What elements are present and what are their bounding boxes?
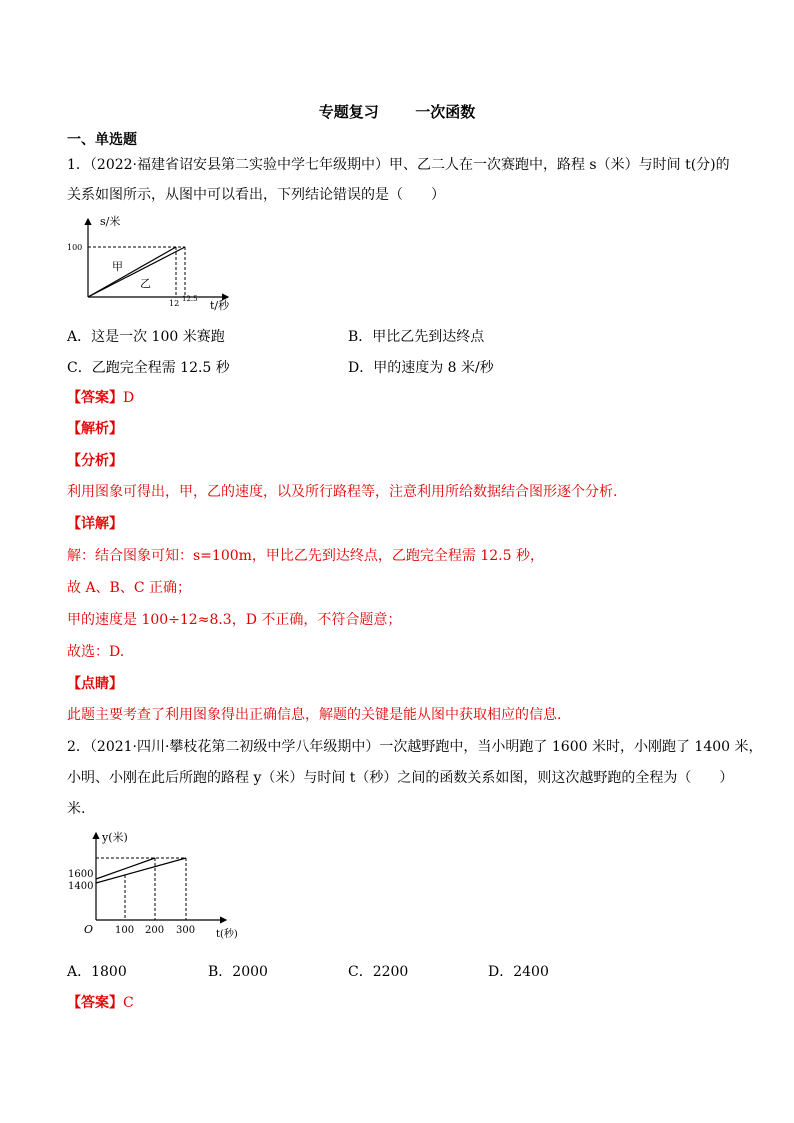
q1-answer-value: D (123, 390, 135, 406)
q2-option-c: C．2200 (348, 964, 409, 980)
q1-answer (67, 388, 134, 408)
section-heading: 一、单选题 (67, 132, 137, 148)
q1-stem-line2: 关系如图所示，从图中可以看出，下列结论错误的是（ ） (67, 187, 445, 203)
q1-tick-125: 12.5 (182, 295, 198, 303)
q2-answer (67, 993, 134, 1013)
q2-xlabel: t(秒) (216, 929, 238, 940)
q1-answer-tag: 【答案】 (67, 390, 123, 406)
page-title (0, 101, 794, 122)
q2-tick-300: 300 (176, 925, 196, 936)
q1-graph (67, 215, 240, 313)
q2-answer-tag: 【答案】 (67, 995, 123, 1011)
q1-xiangjie-line1: 解：结合图象可知：s=100m，甲比乙先到达终点，乙跑完全程需 12.5 秒， (67, 548, 544, 564)
q2-tick-1400: 1400 (68, 881, 94, 892)
q1-dianjing-text: 此题主要考查了利用图象得出正确信息，解题的关键是能从图中获取相应的信息. (67, 707, 562, 723)
title-part1: 专题复习 (318, 103, 379, 121)
q1-option-d: D．甲的速度为 8 米/秒 (348, 360, 494, 376)
q1-line-jia (88, 247, 176, 297)
q1-jiexi-tag: 【解析】 (67, 421, 123, 437)
q1-tick-100: 100 (67, 243, 83, 252)
q2-tick-200: 200 (145, 925, 165, 936)
q2-tick-100: 100 (115, 925, 135, 936)
q1-ylabel: s/米 (100, 215, 121, 228)
q2-stem-line3: 米. (67, 801, 86, 817)
q2-option-d: D．2400 (488, 964, 549, 980)
q1-option-a: A．这是一次 100 米赛跑 (67, 329, 225, 345)
q1-xiangjie-line4: 故选：D. (67, 644, 125, 660)
q2-tick-1600: 1600 (68, 869, 94, 880)
q1-line-yi (88, 247, 185, 297)
q1-dianjing-tag: 【点睛】 (67, 676, 123, 692)
q1-option-c: C．乙跑完全程需 12.5 秒 (67, 360, 230, 376)
q2-ylabel: y(米) (102, 831, 128, 844)
q1-tick-12: 12 (169, 299, 180, 308)
q1-xiangjie-tag: 【详解】 (67, 516, 123, 532)
q1-stem-line1: 1．（2022·福建省诏安县第二实验中学七年级期中）甲、乙二人在一次赛跑中，路程 s（米）与时间 t(分)的 (67, 157, 730, 173)
q2-stem-line1: 2．（2021·四川·攀枝花第二初级中学八年级期中）一次越野跑中，当小明跑了 1600 米时，小刚跑了 1400 米， (67, 739, 763, 755)
q2-origin: O (84, 923, 94, 936)
q1-fenxi-text: 利用图象可得出，甲，乙的速度，以及所行路程等，注意利用所给数据结合图形逐个分析. (67, 484, 618, 500)
q2-line-xiaogang (96, 858, 186, 883)
q1-fenxi-tag: 【分析】 (67, 453, 123, 469)
q2-graph (66, 827, 246, 942)
q2-option-a: A．1800 (67, 964, 127, 980)
q1-xlabel: t/秒 (210, 299, 230, 312)
q2-stem-line2: 小明、小刚在此后所跑的路程 y（米）与时间 t（秒）之间的函数关系如图，则这次越野跑的全程为（ ） (67, 770, 734, 786)
title-part2: 一次函数 (415, 103, 476, 121)
q1-xiangjie-line3: 甲的速度是 100÷12≈8.3，D 不正确，不符合题意； (67, 612, 402, 628)
q1-option-b: B．甲比乙先到达终点 (348, 329, 485, 345)
q2-answer-value: C (123, 995, 134, 1011)
q2-option-b: B．2000 (208, 964, 268, 980)
q1-xiangjie-line2: 故 A、B、C 正确； (67, 580, 192, 596)
q1-label-yi: 乙 (140, 277, 151, 290)
q1-label-jia: 甲 (112, 260, 123, 273)
